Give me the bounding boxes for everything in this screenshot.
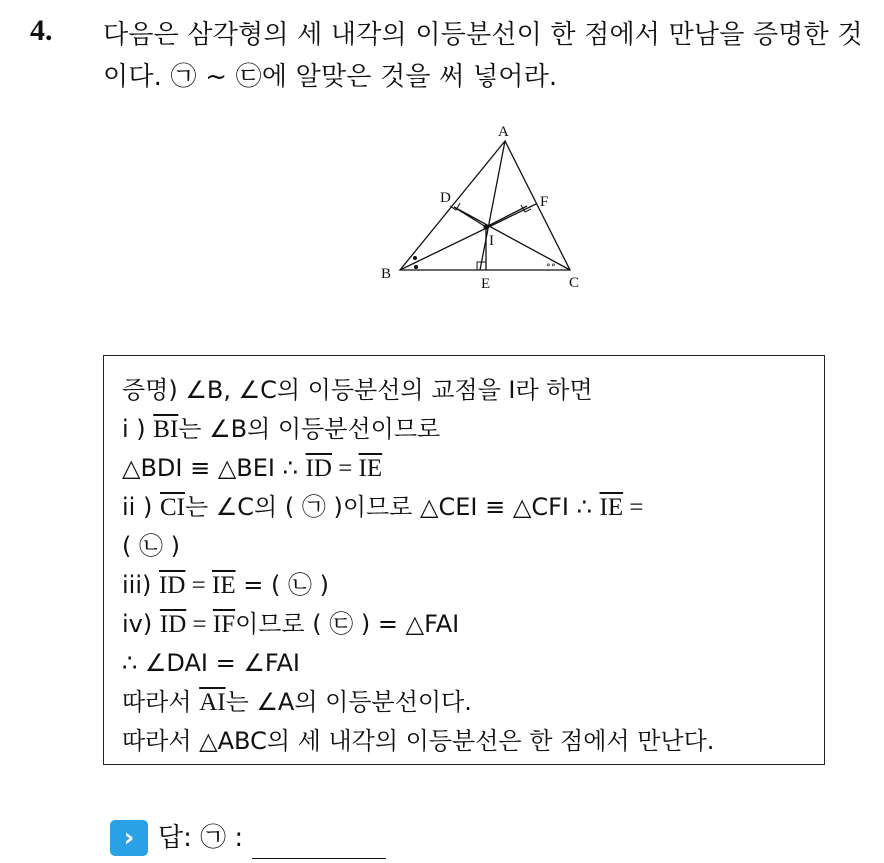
segment-ie: $\overline{IE}$ [358,455,383,482]
segment-ie-2: $\overline{IE}$ [599,494,624,521]
bisector-a [480,141,505,270]
line7-close: ) = △FAI [353,610,460,638]
line6-close: ) [311,571,329,599]
line4-after: )이므로 △CEI ≡ △CFI ∴ [325,493,600,521]
triangle-diagram [370,118,600,298]
proof-line-10: 따라서 △ABC의 세 내각의 이등분선은 한 점에서 만난다. [122,727,715,755]
line9-prefix: 따라서 [122,688,200,716]
label-a: A [498,124,509,140]
proof-line-7 [122,609,459,640]
answer-label: 답: ㉠ : [158,823,244,853]
blank-2-circle: ㉡ [139,532,163,560]
blank-1-circle: ㉠ [301,493,326,521]
incenter-point [483,224,488,229]
line4-prefix: ii ) [122,493,160,521]
line7-prefix: iv) [122,610,160,638]
segment-if: $\overline{IF}$ [212,611,236,638]
label-b: B [381,266,392,282]
segment-ie-3: $\overline{IE}$ [212,572,236,599]
line2-prefix: i ) [122,415,154,443]
angle-mark-c: ∘∘ [546,260,556,271]
line5-open: ( [122,532,139,560]
proof-line-1: 증명) ∠B, ∠C의 이등분선의 교점을 I라 하면 [122,376,593,404]
line7-rest: 이므로 ( [235,610,330,638]
proof-line-2 [122,414,440,445]
line9-suffix: 는 ∠A의 이등분선이다. [225,688,472,716]
question-text: 다음은 삼각형의 세 내각의 이등분선이 한 점에서 만남을 증명한 것이다. ㉠ ~ ㉢에 알맞은 것을 써 넣어라. [103,20,863,92]
angle-mark-b2 [414,265,418,269]
line7-eq: = [186,611,213,638]
segment-bi: $\overline{BI}$ [153,416,179,443]
line3-eq: = [331,455,359,482]
proof-line-6 [122,570,329,601]
line4-eq: = [623,494,644,521]
angle-mark-b1 [413,256,417,260]
answer-blank-line[interactable] [252,858,386,859]
line5-close: ) [163,532,180,560]
blank-2b-circle: ㉡ [287,571,312,599]
proof-box [103,355,825,765]
proof-line-3 [122,453,382,484]
segment-id-2: $\overline{ID}$ [159,572,186,599]
line6-prefix: iii) [122,571,159,599]
proof-line-9 [122,687,472,718]
line6-eq: = [185,572,212,599]
perp-id [454,207,486,227]
arrow-right-icon: › [110,820,148,856]
triangle-figure [370,118,600,298]
segment-id: $\overline{ID}$ [305,455,332,482]
proof-line-8: ∴ ∠DAI = ∠FAI [122,649,300,677]
label-i: I [489,233,494,249]
line3-text: △BDI ≡ △BEI ∴ [122,454,306,482]
blank-3-circle: ㉢ [329,610,354,638]
line6-rest: = ( [235,571,288,599]
segment-ci: $\overline{CI}$ [159,494,185,521]
segment-id-3: $\overline{ID}$ [159,611,187,638]
label-d: D [440,190,451,206]
label-f: F [540,194,549,210]
label-c: C [569,275,580,291]
segment-ai: $\overline{AI}$ [199,689,226,716]
question-number: 4. [30,14,53,47]
line4-mid: 는 ∠C의 ( [184,493,302,521]
proof-line-4 [122,492,812,523]
line2-suffix: 는 ∠B의 이등분선이므로 [178,415,441,443]
proof-line-5 [122,531,180,561]
label-e: E [481,276,491,292]
